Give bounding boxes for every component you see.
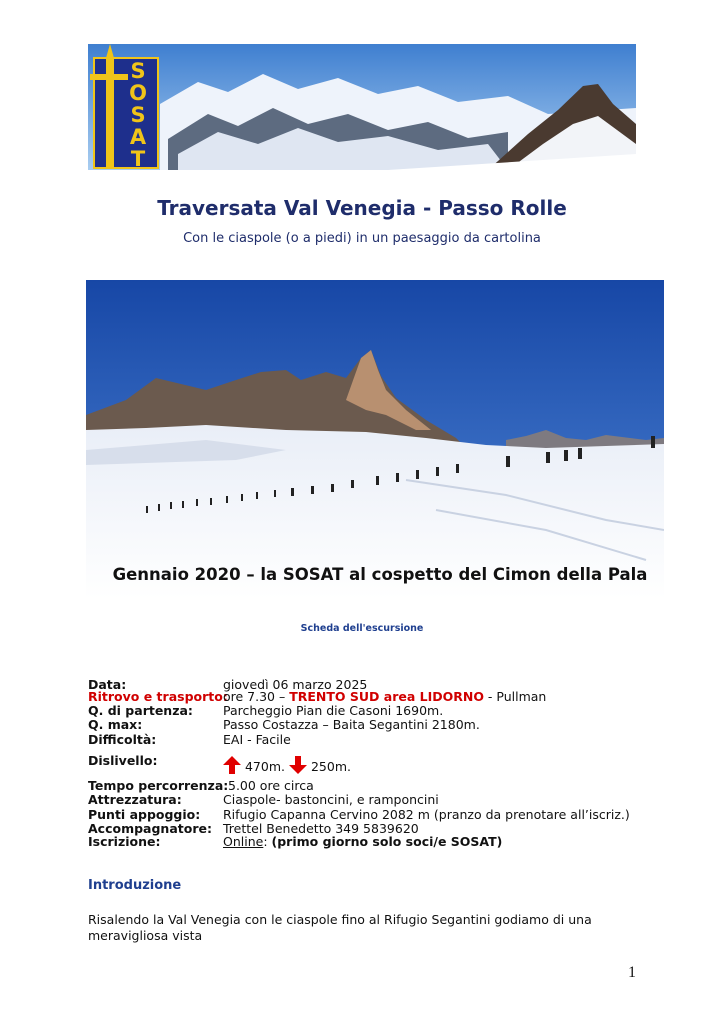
detail-label: Iscrizione: [88, 834, 161, 849]
detail-value: ore 7.30 – TRENTO SUD area LIDORNO - Pullman [223, 689, 547, 704]
detail-value [223, 756, 351, 774]
page-number: 1 [628, 964, 636, 981]
meeting-point-highlight: TRENTO SUD area LIDORNO [289, 689, 484, 704]
registration-note: (primo giorno solo soci/e SOSAT) [271, 834, 503, 849]
detail-value: Ciaspole- bastoncini, e ramponcini [223, 792, 439, 807]
sosat-logo [88, 44, 160, 170]
detail-value: giovedì 06 marzo 2025 [223, 677, 368, 692]
logo-letter: S [130, 103, 146, 127]
header-banner-image [88, 44, 636, 170]
logo-letter: T [130, 147, 146, 171]
detail-value: Online: (primo giorno solo soci/e SOSAT) [223, 834, 503, 849]
detail-label: Tempo percorrenza: [88, 778, 229, 793]
detail-value: 5.00 ore circa [228, 778, 314, 793]
intro-text: Risalendo la Val Venegia con le ciaspole fino al Rifugio Segantini godiamo di una meravigliosa vista [88, 912, 592, 943]
arrow-down-icon [289, 756, 307, 774]
logo-letter: O [129, 81, 147, 105]
logo-letter: A [129, 125, 147, 149]
ascent-value: 470m. [244, 759, 285, 774]
detail-label: Punti appoggio: [88, 807, 201, 822]
page-subtitle: Con le ciaspole (o a piedi) in un paesaggio da cartolina [183, 231, 541, 246]
detail-label: Dislivello: [88, 753, 158, 768]
scheda-heading: Scheda dell'escursione [300, 623, 424, 634]
detail-value: Rifugio Capanna Cervino 2082 m (pranzo da prenotare all’iscriz.) [223, 807, 630, 822]
intro-heading: Introduzione [88, 878, 182, 893]
detail-value: Parcheggio Pian die Casoni 1690m. [223, 703, 444, 718]
detail-label: Difficoltà: [88, 732, 157, 747]
photo-caption: Gennaio 2020 – la SOSAT al cospetto del Cimon della Pala [112, 565, 648, 584]
detail-label: Ritrovo e trasporto: [88, 689, 228, 704]
descent-value: 250m. [310, 759, 351, 774]
detail-label: Attrezzatura: [88, 792, 182, 807]
arrow-up-icon [223, 756, 241, 774]
detail-label: Q. max: [88, 717, 143, 732]
detail-value: Passo Costazza – Baita Segantini 2180m. [223, 717, 480, 732]
detail-value: EAI - Facile [223, 732, 291, 747]
detail-label: Accompagnatore: [88, 821, 212, 836]
logo-letter: S [130, 59, 146, 83]
detail-label: Data: [88, 677, 127, 692]
excursion-photo [86, 280, 664, 599]
detail-label: Q. di partenza: [88, 703, 193, 718]
detail-value: Trettel Benedetto 349 5839620 [223, 821, 419, 836]
online-registration-link[interactable]: Online [223, 834, 264, 849]
page-title: Traversata Val Venegia - Passo Rolle [157, 196, 567, 220]
